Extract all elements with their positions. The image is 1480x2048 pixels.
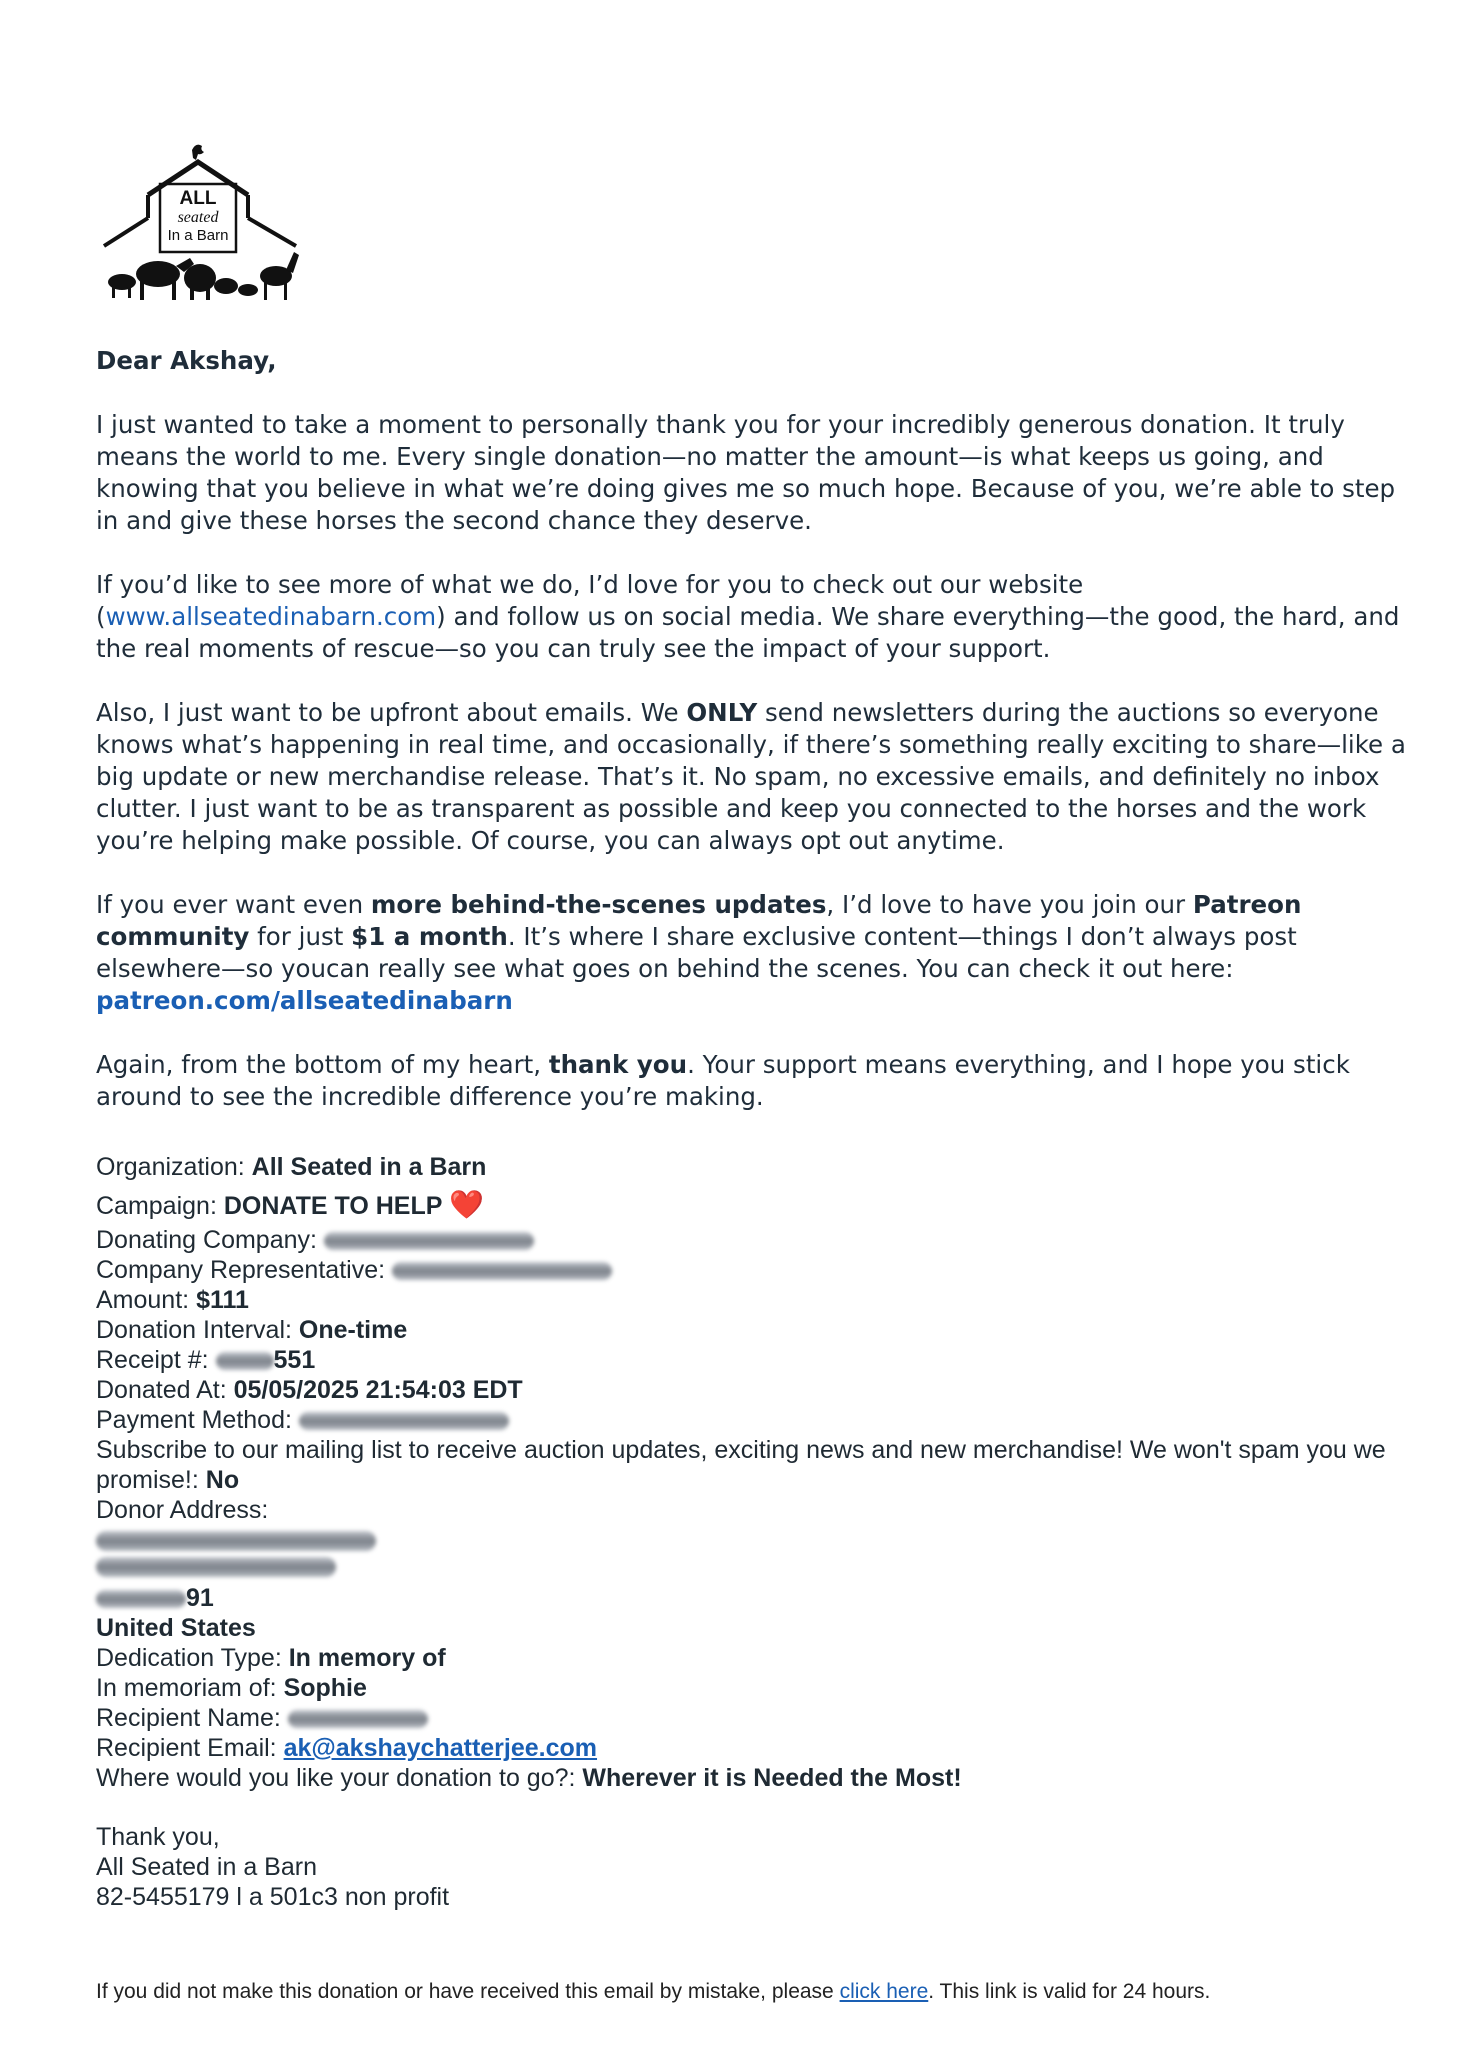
- paragraph-patreon-bold-community: Patreon community: [96, 890, 1302, 951]
- logo-text-seated: seated: [177, 209, 219, 226]
- memoriam-label: In memoriam of:: [96, 1674, 284, 1702]
- country-value: United States: [96, 1614, 256, 1642]
- subscribe-label: Subscribe to our mailing list to receive auction updates, exciting news and new merchandise! We won't spam you we promise!:: [96, 1436, 1386, 1494]
- subscribe-row: [96, 1435, 1406, 1495]
- recipient-email-label: Recipient Email:: [96, 1734, 284, 1762]
- amount-row: [96, 1285, 1406, 1315]
- campaign-row: [96, 1186, 1406, 1225]
- redacted-representative: [392, 1262, 612, 1280]
- donated-at-label: Donated At:: [96, 1376, 234, 1404]
- paragraph-patreon-text-d: . It’s where I share exclusive content—things I don’t always post elsewhere—so youcan really see what goes on behind the scenes. You can check it out here:: [96, 922, 1297, 983]
- organization-value: All Seated in a Barn: [251, 1153, 487, 1181]
- country-row: [96, 1613, 1406, 1643]
- subscribe-value: No: [205, 1466, 240, 1494]
- logo-text-barn: In a Barn: [167, 227, 229, 244]
- signoff-ein: 82-5455179 l a 501c3 non profit: [96, 1883, 450, 1911]
- destination-label: Where would you like your donation to go?:: [96, 1764, 583, 1792]
- paragraph-patreon-bold-updates: more behind-the-scenes updates: [370, 890, 827, 919]
- paragraph-closing: [96, 1049, 1406, 1113]
- address-line-3: [96, 1583, 396, 1613]
- paragraph-closing-bold: thank you: [548, 1050, 688, 1079]
- paragraph-website: [96, 569, 1406, 665]
- paragraph-patreon: [96, 889, 1406, 1017]
- heart-icon: ❤️: [449, 1189, 485, 1220]
- redacted-address-line-3: [96, 1590, 186, 1608]
- patreon-link[interactable]: patreon.com/allseatedinabarn: [96, 986, 513, 1015]
- redacted-address-line-2: [96, 1557, 336, 1577]
- paragraph-closing-text-a: Again, from the bottom of my heart,: [96, 1050, 549, 1079]
- website-link[interactable]: www.allseatedinabarn.com: [105, 602, 437, 631]
- company-rep-row: [96, 1255, 1406, 1285]
- barn-logo: [100, 140, 300, 305]
- donating-company-label: Donating Company:: [96, 1226, 324, 1254]
- paragraph-emails: [96, 697, 1406, 857]
- recipient-email-row: [96, 1733, 1406, 1763]
- amount-label: Amount:: [96, 1286, 197, 1314]
- signoff: [96, 1822, 1296, 1912]
- logo-text-all: ALL: [179, 188, 217, 209]
- payment-label: Payment Method:: [96, 1406, 299, 1434]
- dedication-row: [96, 1643, 1406, 1673]
- recipient-name-row: [96, 1703, 1406, 1733]
- recipient-email-link[interactable]: ak@akshaychatterjee.com: [283, 1734, 598, 1762]
- paragraph-closing-text-b: . Your support means everything, and I hope you stick around to see the incredible difference you’re making.: [96, 1050, 1350, 1111]
- address-label-row: [96, 1495, 1406, 1525]
- paragraph-patreon-bold-price: $1 a month: [351, 922, 508, 951]
- interval-row: [96, 1315, 1406, 1345]
- donated-at-value: 05/05/2025 21:54:03 EDT: [233, 1376, 523, 1404]
- address-label: Donor Address:: [96, 1496, 269, 1524]
- organization-row: [96, 1148, 1406, 1186]
- recipient-name-label: Recipient Name:: [96, 1704, 288, 1732]
- redacted-address-line-1: [96, 1531, 376, 1551]
- interval-value: One-time: [298, 1316, 408, 1344]
- donating-company-row: [96, 1225, 1406, 1255]
- paragraph-website-text-b: ) and follow us on social media. We share everything—the good, the hard, and the real moments of rescue—so you can truly see the impact of your support.: [96, 602, 1400, 663]
- donated-at-row: [96, 1375, 1406, 1405]
- donation-details: [96, 1148, 1406, 1793]
- company-rep-label: Company Representative:: [96, 1256, 392, 1284]
- signoff-thanks: Thank you,: [96, 1823, 220, 1851]
- footer-text-b: . This link is valid for 24 hours.: [928, 1980, 1211, 2003]
- interval-label: Donation Interval:: [96, 1316, 299, 1344]
- dedication-value: In memory of: [288, 1644, 446, 1672]
- paragraph-website-text-a: If you’d like to see more of what we do, I’d love for you to check out our website (: [96, 570, 1084, 631]
- paragraph-emails-bold: ONLY: [686, 698, 758, 727]
- destination-row: [96, 1763, 1406, 1793]
- footer-text-a: If you did not make this donation or have received this email by mistake, please: [96, 1980, 840, 2003]
- organization-label: Organization:: [96, 1153, 252, 1181]
- paragraph-patreon-text-a: If you ever want even: [96, 890, 371, 919]
- address-visible-suffix: 91: [186, 1584, 214, 1612]
- redacted-company: [324, 1232, 534, 1250]
- campaign-label: Campaign:: [96, 1192, 224, 1220]
- address-block: [96, 1531, 396, 1613]
- payment-row: [96, 1405, 1406, 1435]
- redacted-payment: [299, 1412, 509, 1430]
- dedication-label: Dedication Type:: [96, 1644, 289, 1672]
- paragraph-thanks: I just wanted to take a moment to personally thank you for your incredibly generous donation. It truly means the world to me. Every single donation—no matter the amount—is what keeps us going, and knowing that you believe in what we’re doing gives me so much hope. Because of you, we’re able to step in and give these horses the second chance they deserve.: [96, 410, 1396, 535]
- click-here-link[interactable]: click here: [839, 1980, 929, 2003]
- receipt-row: [96, 1345, 1406, 1375]
- receipt-label: Receipt #:: [96, 1346, 216, 1374]
- signoff-org: All Seated in a Barn: [96, 1853, 317, 1881]
- memoriam-value: Sophie: [283, 1674, 367, 1702]
- letter-body: [96, 345, 1406, 1145]
- redacted-receipt: [216, 1352, 274, 1370]
- receipt-value-visible: 551: [273, 1346, 316, 1374]
- destination-value: Wherever it is Needed the Most!: [582, 1764, 962, 1792]
- paragraph-emails-text-a: Also, I just want to be upfront about emails. We: [96, 698, 687, 727]
- redacted-recipient-name: [288, 1710, 428, 1728]
- greeting: Dear Akshay,: [96, 346, 277, 375]
- memoriam-row: [96, 1673, 1406, 1703]
- footer-notice: [96, 1978, 1416, 2006]
- campaign-value: DONATE TO HELP: [223, 1192, 443, 1220]
- paragraph-patreon-text-c: for just: [249, 922, 352, 951]
- paragraph-patreon-text-b: , I’d love to have you join our: [826, 890, 1193, 919]
- paragraph-emails-text-b: send newsletters during the auctions so everyone knows what’s happening in real time, and occasionally, if there’s something really exciting to share—like a big update or new merchandise release. That’s it. No spam, no excessive emails, and definitely no inbox clutter. I just want to be as transparent as possible and keep you connected to the horses and the work you’re helping make possible. Of course, you can always opt out anytime.: [96, 698, 1406, 855]
- amount-value: $111: [196, 1286, 249, 1314]
